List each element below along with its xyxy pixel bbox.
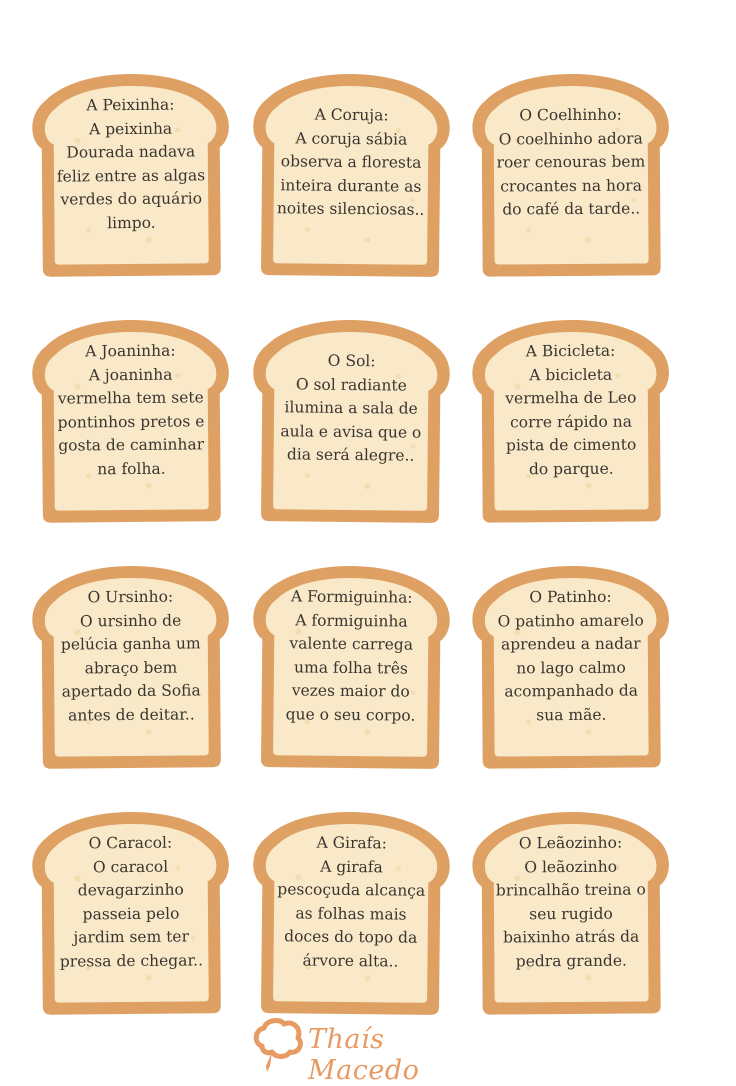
card-line: na folha. (97, 459, 166, 478)
card-text (489, 585, 652, 727)
card-line: vermelha de Leo (505, 388, 637, 408)
card-line: O patinho amarelo (497, 610, 644, 631)
card-line: O sol radiante (295, 374, 407, 395)
card-line: dia será alegre.. (286, 445, 415, 465)
card-line: devagarzinho (77, 880, 184, 900)
card-line: A girafa (320, 857, 383, 876)
brain-pencil-icon (250, 1016, 306, 1076)
card-line: O leãozinho (524, 857, 618, 876)
card-title: O Patinho: (529, 587, 612, 607)
card-line: ilumina a sala de (284, 398, 418, 418)
card-line: pontinhos pretos e (57, 411, 205, 432)
card-line: doces do topo da (284, 927, 418, 947)
card-line: uma folha três (293, 657, 408, 678)
card-text (270, 103, 433, 222)
card-line: pedra grande. (515, 951, 627, 970)
card-line: O ursinho de (79, 611, 182, 630)
card-line: as folhas mais (295, 903, 407, 924)
brand-name: Thaís Macedo (308, 1024, 420, 1086)
bread-card (247, 69, 455, 281)
bread-card (467, 69, 674, 280)
card-title: O Caracol: (88, 833, 173, 853)
bread-card (247, 315, 455, 527)
card-text (269, 831, 432, 974)
card-line: apertado da Sofia (61, 681, 201, 701)
card-line: A joaninha (88, 365, 173, 384)
card-title: A Peixinha: (86, 95, 175, 115)
card-line: sua mãe. (536, 705, 607, 724)
card-title: A Joaninha: (85, 341, 176, 361)
card-line: verdes do aquário (60, 189, 203, 209)
card-line: vermelha tem sete (57, 388, 204, 408)
card-line: baixinho atrás da (502, 927, 640, 947)
card-line: O coelhinho adora (498, 128, 643, 149)
bread-card (247, 561, 455, 773)
card-line: do parque. (528, 459, 614, 478)
card-title: A Coruja: (314, 105, 389, 125)
card-line: antes de deitar.. (68, 704, 195, 725)
card-line: inteira durante as (280, 175, 422, 196)
card-line: abraço bem (84, 658, 178, 677)
bread-card (27, 69, 235, 281)
card-text (49, 831, 212, 973)
card-title: A Girafa: (316, 833, 387, 853)
card-text (49, 93, 212, 235)
card-line: pista de cimento (505, 435, 637, 455)
card-line: seu rugido (529, 904, 613, 923)
card-line: O caracol (92, 857, 169, 876)
card-line: roer cenouras bem (496, 152, 646, 172)
card-line: passeia pelo (82, 904, 180, 923)
card-line: no lago calmo (516, 658, 626, 677)
card-title: A Formiguinha: (290, 587, 413, 607)
card-line: A coruja sábia (295, 128, 408, 149)
card-text (489, 831, 652, 973)
card-title: O Coelhinho: (519, 105, 622, 125)
card-line: vezes maior do (291, 681, 410, 701)
brand-logo (250, 1016, 470, 1086)
card-text (270, 349, 433, 468)
card-text (490, 103, 653, 222)
bread-card (27, 315, 235, 527)
bread-card (467, 315, 674, 526)
card-line: pelúcia ganha um (60, 634, 201, 654)
card-line: aula e avisa que o (280, 421, 422, 442)
card-line: acompanhado da (504, 681, 639, 701)
card-text (489, 339, 652, 481)
card-line: crocantes na hora (500, 176, 642, 195)
card-title: O Sol: (327, 351, 376, 371)
card-line: aprendeu a nadar (500, 634, 641, 654)
card-text (49, 339, 212, 481)
card-line: brincalhão treina o (495, 880, 646, 900)
card-line: limpo. (107, 213, 156, 232)
bread-card (27, 561, 235, 773)
card-line: A formiguinha (295, 610, 408, 631)
card-line: noites silenciosas.. (276, 199, 425, 219)
card-line: do café da tarde.. (502, 199, 641, 219)
card-line: que o seu corpo. (285, 704, 416, 725)
bread-card (27, 807, 235, 1019)
bread-card (467, 561, 674, 772)
bread-card (247, 807, 455, 1019)
card-line: feliz entre as algas (56, 165, 206, 186)
card-line: árvore alta.. (302, 950, 399, 970)
card-line: observa a floresta (280, 152, 422, 172)
card-line: jardim sem ter (73, 927, 190, 947)
card-line: A bicicleta (529, 365, 613, 384)
card-title: A Bicicleta: (525, 341, 616, 361)
card-line: corre rápido na (510, 412, 633, 431)
card-line: A peixinha (88, 119, 173, 138)
card-line: pressa de chegar.. (59, 950, 204, 971)
card-line: valente carrega (289, 634, 414, 654)
card-text (49, 585, 212, 727)
card-line: gosta de caminhar (58, 435, 205, 455)
card-title: O Ursinho: (87, 587, 174, 607)
bread-card (467, 807, 674, 1018)
card-line: pescoçuda alcança (277, 880, 426, 900)
card-title: O Leãozinho: (518, 833, 623, 853)
card-line: Dourada nadava (66, 142, 196, 162)
card-text (269, 585, 432, 728)
